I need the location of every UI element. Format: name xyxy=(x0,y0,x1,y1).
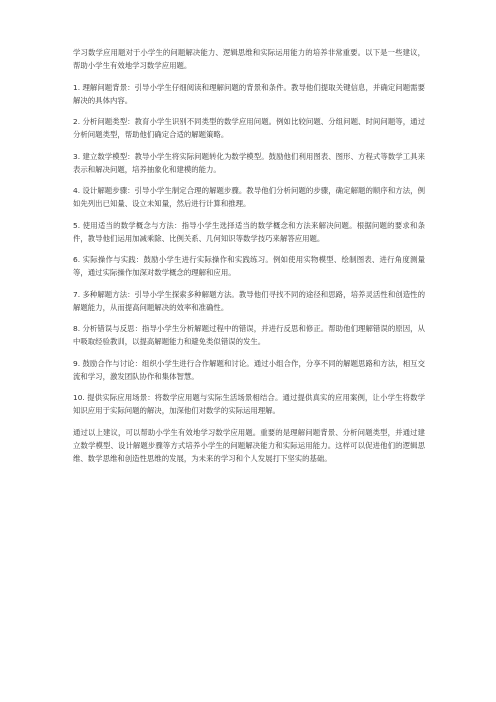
list-item: 3. 建立数学模型：教导小学生将实际问题转化为数学模型。鼓励他们利用图表、图形、方程式等数学工具来表示和解决问题，培养抽象化和建模的能力。 xyxy=(73,151,425,174)
list-item: 2. 分析问题类型：教育小学生识别不同类型的数学应用问题。例如比较问题、分组问题、时间问题等，通过分析问题类型，帮助他们确定合适的解题策略。 xyxy=(73,117,425,139)
list-item: 6. 实际操作与实践：鼓励小学生进行实际操作和实践练习。例如使用实物模型、绘制图表、进行角度测量等，通过实际操作加深对数学概念的理解和应用。 xyxy=(73,255,425,277)
list-item: 1. 理解问题背景：引导小学生仔细阅读和理解问题的背景和条件。教导他们提取关键信息，并确定问题需要解决的具体内容。 xyxy=(73,82,425,105)
list-item: 5. 使用适当的数学概念与方法：指导小学生选择适当的数学概念和方法来解决问题。根据问题的要求和条件，教导他们运用加减乘除、比例关系、几何知识等数学技巧来解答应用题。 xyxy=(73,220,425,243)
list-item: 10. 提供实际应用场景：将数学应用题与实际生活场景相结合。通过提供真实的应用案例，让小学生将数学知识应用于实际问题的解决，加深他们对数学的实际运用理解。 xyxy=(73,393,425,415)
intro-paragraph: 学习数学应用题对于小学生的问题解决能力、逻辑思维和实际运用能力的培养非常重要。以下是一些建议，帮助小学生有效地学习数学应用题。 xyxy=(73,48,425,70)
list-item: 9. 鼓励合作与讨论：组织小学生进行合作解题和讨论。通过小组合作，分享不同的解题思路和方法，相互交流和学习，激发团队协作和集体智慧。 xyxy=(73,358,425,381)
list-item: 4. 设计解题步骤：引导小学生制定合理的解题步骤。教导他们分析问题的步骤，确定解题的顺序和方法，例如先列出已知量、设立未知量，然后进行计算和推理。 xyxy=(73,186,425,208)
list-item: 8. 分析错误与反思：指导小学生分析解题过程中的错误，并进行反思和修正。帮助他们理解错误的原因，从中吸取经验教训，以提高解题能力和避免类似错误的发生。 xyxy=(73,324,425,346)
document-page xyxy=(73,46,425,473)
list-item: 7. 多种解题方法：引导小学生探索多种解题方法。教导他们寻找不同的途径和思路，培养灵活性和创造性的解题能力，从而提高问题解决的效率和准确性。 xyxy=(73,289,425,312)
conclusion-paragraph: 通过以上建议，可以帮助小学生有效地学习数学应用题。重要的是理解问题背景、分析问题类型，并通过建立数学模型、设计解题步骤等方式培养小学生的问题解决能力和实际运用能力。这样可以促进他们的逻辑思维、数学思维和创造性思维的发展，为未来的学习和个人发展打下坚实的基础。 xyxy=(73,427,425,463)
